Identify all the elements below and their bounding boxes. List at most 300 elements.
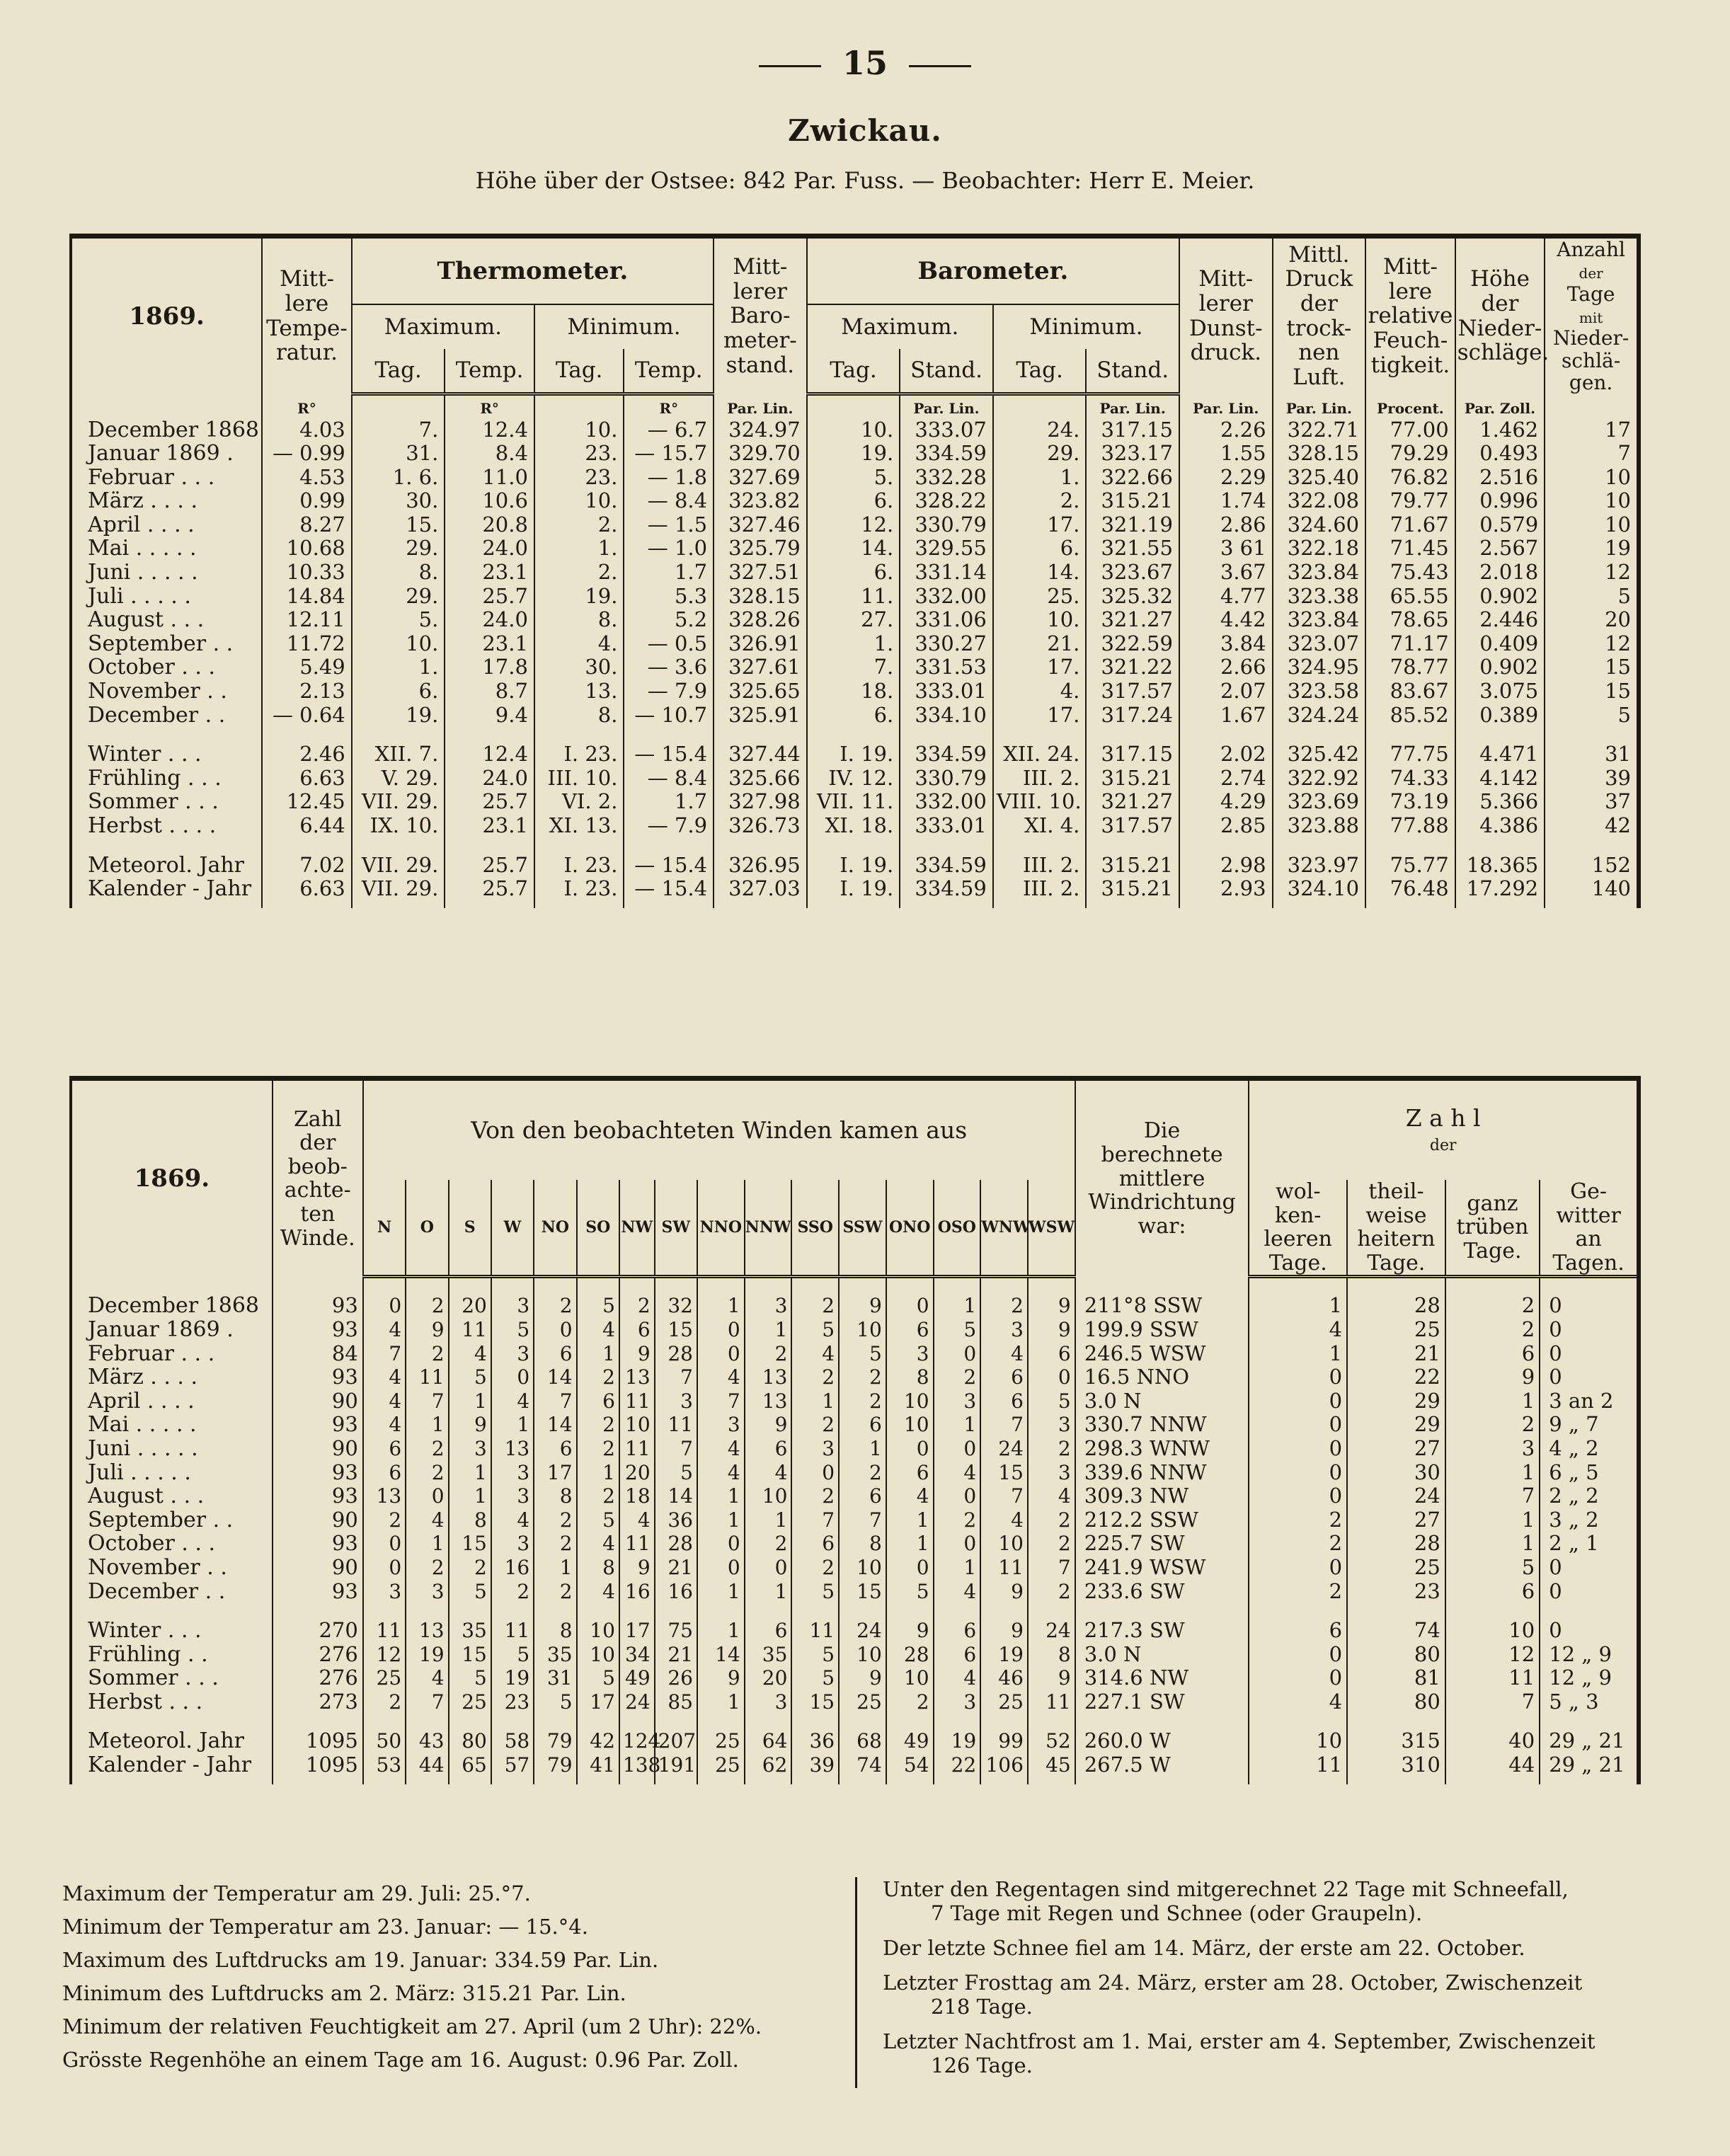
data-cell: 2: [1249, 1580, 1347, 1604]
row-label: März . . . .: [88, 1365, 198, 1390]
data-cell: — 7.9: [624, 680, 714, 704]
data-cell: 71.45: [1365, 537, 1455, 561]
wind-dir-header: ONO: [886, 1180, 934, 1277]
data-cell: 6.: [993, 537, 1087, 561]
data-cell: 1: [697, 1690, 745, 1714]
data-cell: IX. 10.: [352, 814, 445, 838]
data-cell: 74.33: [1365, 767, 1455, 791]
data-cell: 321.22: [1086, 655, 1179, 680]
data-cell: 3: [491, 1461, 534, 1485]
data-cell: 328.15: [1273, 442, 1366, 466]
data-cell: 334.59: [900, 854, 993, 878]
data-cell: 3 „ 2: [1540, 1508, 1637, 1532]
data-cell: 19: [980, 1643, 1028, 1667]
data-cell: 324.10: [1273, 877, 1366, 908]
table-row: [72, 442, 1637, 466]
data-cell: 152: [1545, 854, 1637, 878]
data-cell: 0: [406, 1484, 448, 1508]
data-cell: 27: [1347, 1508, 1445, 1532]
data-cell: 31: [1545, 742, 1637, 767]
data-cell: 10: [839, 1556, 886, 1580]
data-cell: 44: [1445, 1753, 1540, 1784]
row-label: Kalender - Jahr: [88, 1753, 252, 1778]
data-cell: 326.91: [714, 632, 807, 656]
data-cell: 29: [1347, 1389, 1445, 1414]
data-cell: 331.14: [900, 561, 993, 585]
data-cell: 2.567: [1455, 537, 1545, 561]
data-cell: 6: [1028, 1342, 1075, 1366]
data-cell: 2: [363, 1690, 406, 1714]
data-cell: 15: [1545, 680, 1637, 704]
data-cell: 77.75: [1365, 742, 1455, 767]
thermometer-header: Thermometer.: [352, 239, 714, 304]
data-cell: 324.97: [714, 418, 807, 442]
data-cell: 27.: [807, 608, 900, 632]
table-row: [72, 1619, 1637, 1643]
data-cell: 2.85: [1179, 814, 1273, 838]
row-label: August . . .: [88, 607, 205, 633]
data-cell: 4: [886, 1484, 934, 1508]
data-cell: 267.5 W: [1075, 1753, 1249, 1784]
data-cell: 3: [934, 1690, 981, 1714]
data-cell: 15: [791, 1690, 839, 1714]
data-cell: 3: [980, 1318, 1028, 1342]
data-cell: 6: [745, 1619, 792, 1643]
data-cell: 14.: [993, 561, 1087, 585]
row-label: September . .: [88, 1507, 234, 1532]
data-cell: 4: [363, 1413, 406, 1437]
data-cell: 1. 6.: [352, 466, 445, 490]
data-cell: 227.1 SW: [1075, 1690, 1249, 1714]
data-cell: 2: [363, 1508, 406, 1532]
data-cell: 2: [1445, 1318, 1540, 1342]
data-cell: 324.95: [1273, 655, 1366, 680]
data-cell: 13: [745, 1389, 792, 1414]
data-cell: 2.86: [1179, 513, 1273, 537]
data-cell: III. 2.: [993, 854, 1087, 878]
data-cell: 5: [1545, 704, 1637, 728]
data-cell: 322.08: [1273, 489, 1366, 513]
data-cell: 9: [1028, 1294, 1075, 1318]
row-label: Herbst . . . .: [88, 813, 217, 839]
data-cell: 1: [577, 1461, 619, 1485]
data-cell: 11: [491, 1619, 534, 1643]
data-cell: 0: [697, 1318, 745, 1342]
data-cell: 6.: [807, 489, 900, 513]
data-cell: 13: [363, 1484, 406, 1508]
data-cell: 25: [697, 1753, 745, 1784]
table-row: [72, 632, 1637, 656]
winds-header: Von den beobachteten Winden kamen aus: [363, 1081, 1075, 1180]
data-cell: 6: [363, 1461, 406, 1485]
data-cell: 0: [1249, 1437, 1347, 1461]
row-label: Sommer . . .: [88, 1665, 219, 1691]
data-cell: 333.01: [900, 680, 993, 704]
table-row: [72, 877, 1637, 908]
data-cell: 0: [1028, 1365, 1075, 1389]
data-cell: 25.7: [445, 585, 534, 609]
data-cell: 0: [363, 1556, 406, 1580]
data-cell: 2: [839, 1389, 886, 1414]
data-cell: 1: [406, 1413, 448, 1437]
row-label: Winter . . .: [88, 742, 202, 767]
data-cell: 90: [273, 1508, 363, 1532]
data-cell: 3: [1445, 1437, 1540, 1461]
data-cell: 1.67: [1179, 704, 1273, 728]
data-cell: 1095: [273, 1753, 363, 1784]
data-cell: 4: [577, 1532, 619, 1556]
footnote-line: Minimum der Temperatur am 23. Januar: — 15.°4.: [62, 1915, 588, 1939]
data-cell: 76.82: [1365, 466, 1455, 490]
data-cell: 93: [273, 1484, 363, 1508]
data-cell: 20.8: [445, 513, 534, 537]
footnote-line: Maximum der Temperatur am 29. Juli: 25.°7.: [62, 1881, 531, 1905]
data-cell: 14.84: [262, 585, 352, 609]
data-cell: 12 „ 9: [1540, 1666, 1637, 1690]
data-cell: 326.73: [714, 814, 807, 838]
data-cell: 20: [1545, 608, 1637, 632]
footnote-line: Letzter Frosttag am 24. März, erster am 28. October, Zwischenzeit: [883, 1971, 1583, 1995]
data-cell: 18: [619, 1484, 655, 1508]
data-cell: 25: [1347, 1556, 1445, 1580]
data-cell: 21.: [993, 632, 1087, 656]
zahl-header: Zahl der beob- achte- ten Winde.: [273, 1081, 363, 1277]
data-cell: 225.7 SW: [1075, 1532, 1249, 1556]
data-cell: 140: [1545, 877, 1637, 908]
data-cell: 2: [619, 1294, 655, 1318]
data-cell: 14: [534, 1365, 576, 1389]
table-row: [72, 608, 1637, 632]
data-cell: 3: [491, 1532, 534, 1556]
data-cell: 9: [839, 1294, 886, 1318]
data-cell: 4.471: [1455, 742, 1545, 767]
data-cell: 79: [534, 1729, 576, 1753]
data-cell: 29 „ 21: [1540, 1753, 1637, 1784]
mean-temp-header: Mitt- lere Tempe- ratur.: [262, 239, 352, 394]
data-cell: 2.13: [262, 680, 352, 704]
data-cell: 0.409: [1455, 632, 1545, 656]
data-cell: 5: [577, 1294, 619, 1318]
data-cell: 4: [619, 1508, 655, 1532]
data-cell: 1: [839, 1437, 886, 1461]
data-cell: 6.: [807, 561, 900, 585]
data-cell: 6.: [807, 704, 900, 728]
data-cell: 325.65: [714, 680, 807, 704]
zahl-der-header: Z a h l der: [1249, 1081, 1637, 1180]
data-cell: 68: [839, 1729, 886, 1753]
table-row: [72, 704, 1637, 728]
data-cell: 9: [839, 1666, 886, 1690]
table-row: [72, 1556, 1637, 1580]
data-cell: 21: [655, 1643, 697, 1667]
data-cell: — 15.4: [624, 854, 714, 878]
data-cell: 4: [577, 1580, 619, 1604]
data-cell: 18.365: [1455, 854, 1545, 878]
data-cell: 0: [886, 1294, 934, 1318]
climate-table: [69, 234, 1641, 908]
data-cell: 6: [577, 1389, 619, 1414]
data-cell: 28: [655, 1342, 697, 1366]
data-cell: 2: [406, 1294, 448, 1318]
data-cell: 317.24: [1086, 704, 1179, 728]
data-cell: III. 10.: [534, 767, 624, 791]
data-cell: 327.03: [714, 877, 807, 908]
data-cell: VI. 2.: [534, 790, 624, 814]
data-cell: 83.67: [1365, 680, 1455, 704]
data-cell: 2: [1028, 1437, 1075, 1461]
data-cell: 2: [745, 1532, 792, 1556]
data-cell: 6.63: [262, 877, 352, 908]
data-cell: 1: [934, 1294, 981, 1318]
data-cell: 46: [980, 1666, 1028, 1690]
data-cell: 7: [791, 1508, 839, 1532]
wind-dir-header: OSO: [934, 1180, 981, 1277]
data-cell: 4: [363, 1389, 406, 1414]
baro-max-header: Maximum.: [807, 304, 993, 349]
wind-dir-header: SSO: [791, 1180, 839, 1277]
row-label: Herbst . . .: [88, 1689, 203, 1714]
data-cell: 321.19: [1086, 513, 1179, 537]
data-cell: 323.82: [714, 489, 807, 513]
data-cell: 8: [577, 1556, 619, 1580]
data-cell: 1.55: [1179, 442, 1273, 466]
data-cell: 0: [1540, 1365, 1637, 1389]
data-cell: 4: [934, 1461, 981, 1485]
data-cell: 7: [980, 1484, 1028, 1508]
data-cell: 54: [886, 1753, 934, 1784]
data-cell: 8.: [534, 608, 624, 632]
table-row: [72, 790, 1637, 814]
data-cell: 4: [980, 1508, 1028, 1532]
data-cell: 321.27: [1086, 790, 1179, 814]
row-label: Februar . . .: [88, 1341, 215, 1366]
footnote-line: Letzter Nachtfrost am 1. Mai, erster am 4. September, Zwischenzeit: [883, 2029, 1596, 2053]
data-cell: 6: [363, 1437, 406, 1461]
data-cell: 1: [1445, 1532, 1540, 1556]
data-cell: 3: [449, 1437, 491, 1461]
table-row: [72, 655, 1637, 680]
wind-dir-header: NNW: [745, 1180, 792, 1277]
data-cell: 2: [839, 1461, 886, 1485]
data-cell: 0: [886, 1556, 934, 1580]
row-label: December 1868: [88, 1293, 259, 1319]
data-cell: 24: [839, 1619, 886, 1643]
data-cell: 326.95: [714, 854, 807, 878]
data-cell: 2: [534, 1508, 576, 1532]
data-cell: 334.59: [900, 442, 993, 466]
data-cell: 330.79: [900, 513, 993, 537]
data-cell: V. 29.: [352, 767, 445, 791]
data-cell: 325.32: [1086, 585, 1179, 609]
data-cell: 12: [1545, 561, 1637, 585]
data-cell: 2: [886, 1690, 934, 1714]
data-cell: 309.3 NW: [1075, 1484, 1249, 1508]
data-cell: 323.58: [1273, 680, 1366, 704]
data-cell: 5: [839, 1342, 886, 1366]
footnote-paragraph: [883, 2029, 1668, 2077]
row-label: December . .: [88, 1578, 226, 1604]
thermo-min-header: Minimum.: [534, 304, 714, 349]
row-label: Meteorol. Jahr: [88, 852, 244, 878]
data-cell: 1: [406, 1532, 448, 1556]
data-cell: 321.55: [1086, 537, 1179, 561]
year-header: 1869.: [134, 1164, 210, 1193]
data-cell: 3: [745, 1294, 792, 1318]
data-cell: 315: [1347, 1729, 1445, 1753]
data-cell: 40: [1445, 1729, 1540, 1753]
data-cell: 93: [273, 1580, 363, 1604]
data-cell: 4.03: [262, 418, 352, 442]
wind-dir-header: S: [449, 1180, 491, 1277]
data-cell: 2.: [993, 489, 1087, 513]
data-cell: 339.6 NNW: [1075, 1461, 1249, 1485]
data-cell: 0: [1249, 1365, 1347, 1389]
data-cell: 7: [839, 1508, 886, 1532]
data-cell: 0.493: [1455, 442, 1545, 466]
row-label: Juni . . . . .: [88, 560, 198, 585]
data-cell: 0: [791, 1461, 839, 1485]
table-row: [72, 1580, 1637, 1604]
data-cell: 315.21: [1086, 877, 1179, 908]
data-cell: 15: [449, 1643, 491, 1667]
data-cell: 331.53: [900, 655, 993, 680]
data-cell: 2.: [534, 513, 624, 537]
year-header: 1869.: [129, 302, 205, 331]
data-cell: 0: [1249, 1484, 1347, 1508]
data-cell: 323.97: [1273, 854, 1366, 878]
data-cell: 0: [934, 1342, 981, 1366]
data-cell: 9: [449, 1413, 491, 1437]
data-cell: 0: [1249, 1461, 1347, 1485]
data-cell: 20: [449, 1294, 491, 1318]
data-cell: 16: [491, 1556, 534, 1580]
row-label: Juli . . . . .: [88, 1460, 191, 1485]
row-label: August . . .: [88, 1484, 205, 1509]
data-cell: 25.7: [445, 790, 534, 814]
table-row: [72, 767, 1637, 791]
data-cell: 41: [577, 1753, 619, 1784]
tag-header: Tag.: [352, 349, 445, 394]
data-cell: 64: [745, 1729, 792, 1753]
data-cell: 5: [449, 1580, 491, 1604]
wind-dir-header: SW: [655, 1180, 697, 1277]
data-cell: 9: [886, 1619, 934, 1643]
data-cell: 3.84: [1179, 632, 1273, 656]
data-cell: 106: [980, 1753, 1028, 1784]
data-cell: 8.7: [445, 680, 534, 704]
data-cell: 10: [1545, 466, 1637, 490]
data-cell: 9: [980, 1619, 1028, 1643]
data-cell: 2: [491, 1580, 534, 1604]
table-row: [72, 1342, 1637, 1366]
data-cell: 2: [577, 1437, 619, 1461]
wolken-header: wol- ken- leeren Tage.: [1249, 1180, 1347, 1277]
unit-cell: Par. Lin.: [714, 394, 807, 418]
data-cell: 74: [839, 1753, 886, 1784]
footnote-continuation: 218 Tage.: [931, 1995, 1033, 2019]
data-cell: III. 2.: [993, 877, 1087, 908]
data-cell: 325.40: [1273, 466, 1366, 490]
data-cell: 19.: [807, 442, 900, 466]
row-label: April . . . .: [88, 1388, 195, 1414]
data-cell: 79.29: [1365, 442, 1455, 466]
temp-header: Temp.: [445, 349, 534, 394]
data-cell: 14.: [807, 537, 900, 561]
data-cell: 5: [1028, 1389, 1075, 1414]
data-cell: 0: [363, 1532, 406, 1556]
data-cell: 62: [745, 1753, 792, 1784]
table-row: [72, 418, 1637, 442]
data-cell: 17.8: [445, 655, 534, 680]
wind-dir-header: SO: [577, 1180, 619, 1277]
data-cell: 334.10: [900, 704, 993, 728]
data-cell: 10: [886, 1389, 934, 1414]
data-cell: 5: [449, 1365, 491, 1389]
dunst-header: Mitt- lerer Dunst- druck.: [1179, 239, 1273, 394]
data-cell: 7: [697, 1389, 745, 1414]
data-cell: 2: [1445, 1413, 1540, 1437]
row-label: Meteorol. Jahr: [88, 1728, 244, 1754]
data-cell: 10.: [352, 632, 445, 656]
data-cell: 4: [577, 1318, 619, 1342]
data-cell: 12: [1445, 1643, 1540, 1667]
data-cell: 17: [619, 1619, 655, 1643]
data-cell: 17: [534, 1461, 576, 1485]
footnote-line: Der letzte Schnee fiel am 14. März, der erste am 22. October.: [883, 1936, 1525, 1960]
data-cell: 49: [619, 1666, 655, 1690]
data-cell: 8: [534, 1484, 576, 1508]
data-cell: 330.79: [900, 767, 993, 791]
data-cell: 2: [791, 1294, 839, 1318]
data-cell: 17.: [993, 704, 1087, 728]
row-label: Frühling . .: [88, 1641, 208, 1667]
data-cell: 23.1: [445, 632, 534, 656]
data-cell: 327.44: [714, 742, 807, 767]
data-cell: 14: [534, 1413, 576, 1437]
data-cell: 333.07: [900, 418, 993, 442]
data-cell: I. 23.: [534, 854, 624, 878]
data-cell: 0.389: [1455, 704, 1545, 728]
data-cell: 7.: [352, 418, 445, 442]
data-cell: 4: [1028, 1484, 1075, 1508]
data-cell: 1: [1445, 1461, 1540, 1485]
data-cell: 11.72: [262, 632, 352, 656]
data-cell: 73.19: [1365, 790, 1455, 814]
data-cell: 0.99: [262, 489, 352, 513]
data-cell: 7: [655, 1365, 697, 1389]
row-label: Kalender - Jahr: [88, 876, 252, 902]
footnote-line: Grösste Regenhöhe an einem Tage am 16. August: 0.96 Par. Zoll.: [62, 2048, 739, 2072]
data-cell: 4: [980, 1342, 1028, 1366]
data-cell: 5: [934, 1318, 981, 1342]
data-cell: 31: [534, 1666, 576, 1690]
data-cell: 24: [619, 1690, 655, 1714]
table-row: [72, 680, 1637, 704]
data-cell: — 15.4: [624, 877, 714, 908]
spacer-row: [72, 727, 1637, 742]
footnote-paragraph: [883, 1936, 1668, 1960]
data-cell: 322.18: [1273, 537, 1366, 561]
data-cell: 15: [980, 1461, 1028, 1485]
data-cell: 1.: [807, 632, 900, 656]
data-cell: 35: [534, 1643, 576, 1667]
data-cell: 1: [449, 1389, 491, 1414]
data-cell: 5: [791, 1643, 839, 1667]
data-cell: 9: [1028, 1318, 1075, 1342]
data-cell: 7: [534, 1389, 576, 1414]
data-cell: 23.1: [445, 561, 534, 585]
data-cell: 3: [791, 1437, 839, 1461]
